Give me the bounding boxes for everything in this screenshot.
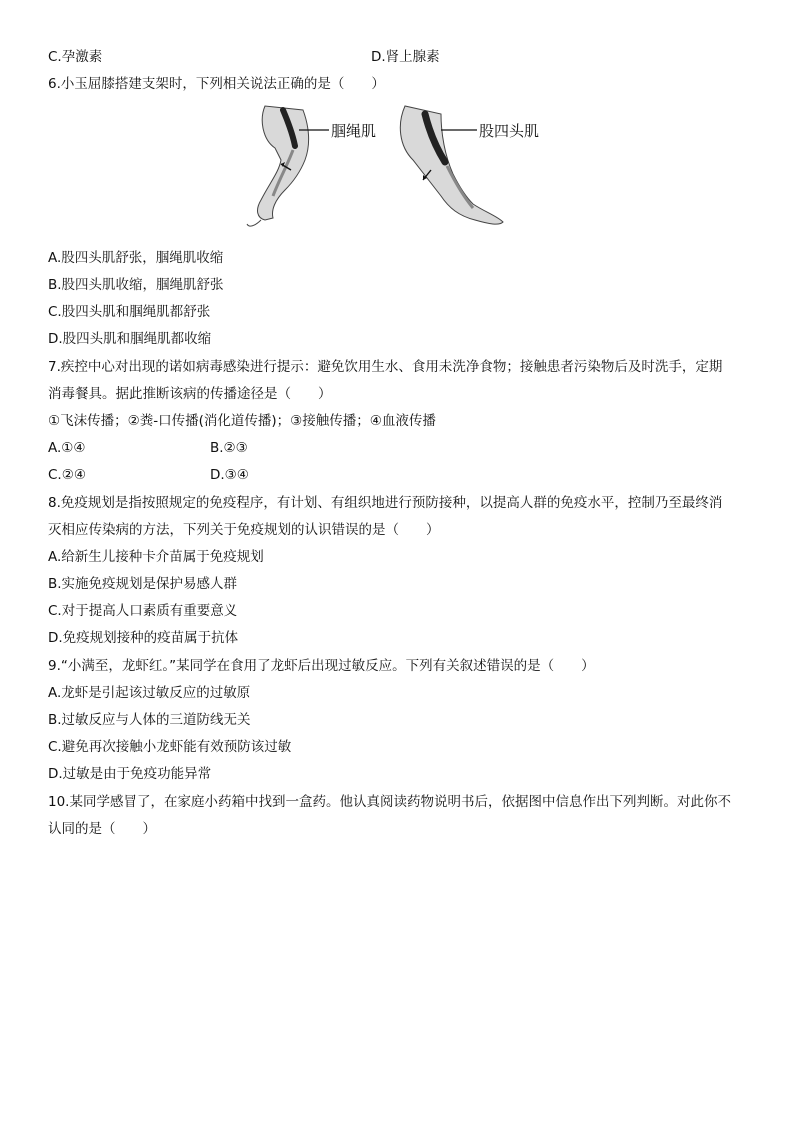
q9-stem: 9.“小满至，龙虾红。”某同学在食用了龙虾后出现过敏反应。下列有关叙述错误的是（ ） — [48, 658, 595, 674]
hamstring-label: 腘绳肌 — [331, 122, 377, 140]
q9-option-b: B.过敏反应与人体的三道防线无关 — [48, 712, 251, 728]
q8-option-a: A.给新生儿接种卡介苗属于免疫规划 — [48, 549, 264, 565]
q7-stem-line1: 7.疾控中心对出现的诺如病毒感染进行提示：避免饮用生水、食用未洗净食物；接触患者污染物后及时洗手，定期 — [48, 359, 723, 375]
leg-muscle-figure — [245, 100, 555, 232]
q5-option-d: D.肾上腺素 — [371, 49, 440, 65]
q7-option-d: D.③④ — [210, 467, 249, 483]
straight-leg-illustration — [400, 106, 539, 224]
q6-option-d: D.股四头肌和腘绳肌都收缩 — [48, 331, 212, 347]
q8-option-c: C.对于提高人口素质有重要意义 — [48, 603, 238, 619]
q6-option-a: A.股四头肌舒张，腘绳肌收缩 — [48, 250, 224, 266]
q9-option-d: D.过敏是由于免疫功能异常 — [48, 766, 212, 782]
q9-option-a: A.龙虾是引起该过敏反应的过敏原 — [48, 685, 251, 701]
q7-items: ①飞沫传播；②粪-口传播(消化道传播)；③接触传播；④血液传播 — [48, 413, 436, 429]
quadriceps-label: 股四头肌 — [479, 122, 540, 140]
q7-option-b: B.②③ — [210, 440, 248, 456]
q8-stem-line2: 灭相应传染病的方法，下列关于免疫规划的认识错误的是（ ） — [48, 522, 440, 538]
q6-option-b: B.股四头肌收缩，腘绳肌舒张 — [48, 277, 224, 293]
bent-leg-illustration — [247, 106, 376, 226]
q10-stem-line2: 认同的是（ ） — [48, 821, 156, 837]
q9-option-c: C.避免再次接触小龙虾能有效预防该过敏 — [48, 739, 292, 755]
q8-stem-line1: 8.免疫规划是指按照规定的免疫程序，有计划、有组织地进行预防接种，以提高人群的免疫水平，控制乃至最终消 — [48, 495, 723, 511]
q7-option-a: A.①④ — [48, 440, 86, 456]
q7-option-c: C.②④ — [48, 467, 86, 483]
q10-stem-line1: 10.某同学感冒了，在家庭小药箱中找到一盒药。他认真阅读药物说明书后，依据图中信息作出下列判断。对此你不 — [48, 794, 731, 810]
q8-option-b: B.实施免疫规划是保护易感人群 — [48, 576, 238, 592]
q8-option-d: D.免疫规划接种的疫苗属于抗体 — [48, 630, 239, 646]
q5-option-c: C.孕激素 — [48, 49, 103, 65]
q6-stem: 6.小玉屈膝搭建支架时，下列相关说法正确的是（ ） — [48, 76, 385, 92]
q6-option-c: C.股四头肌和腘绳肌都舒张 — [48, 304, 211, 320]
q7-stem-line2: 消毒餐具。据此推断该病的传播途径是（ ） — [48, 386, 332, 402]
